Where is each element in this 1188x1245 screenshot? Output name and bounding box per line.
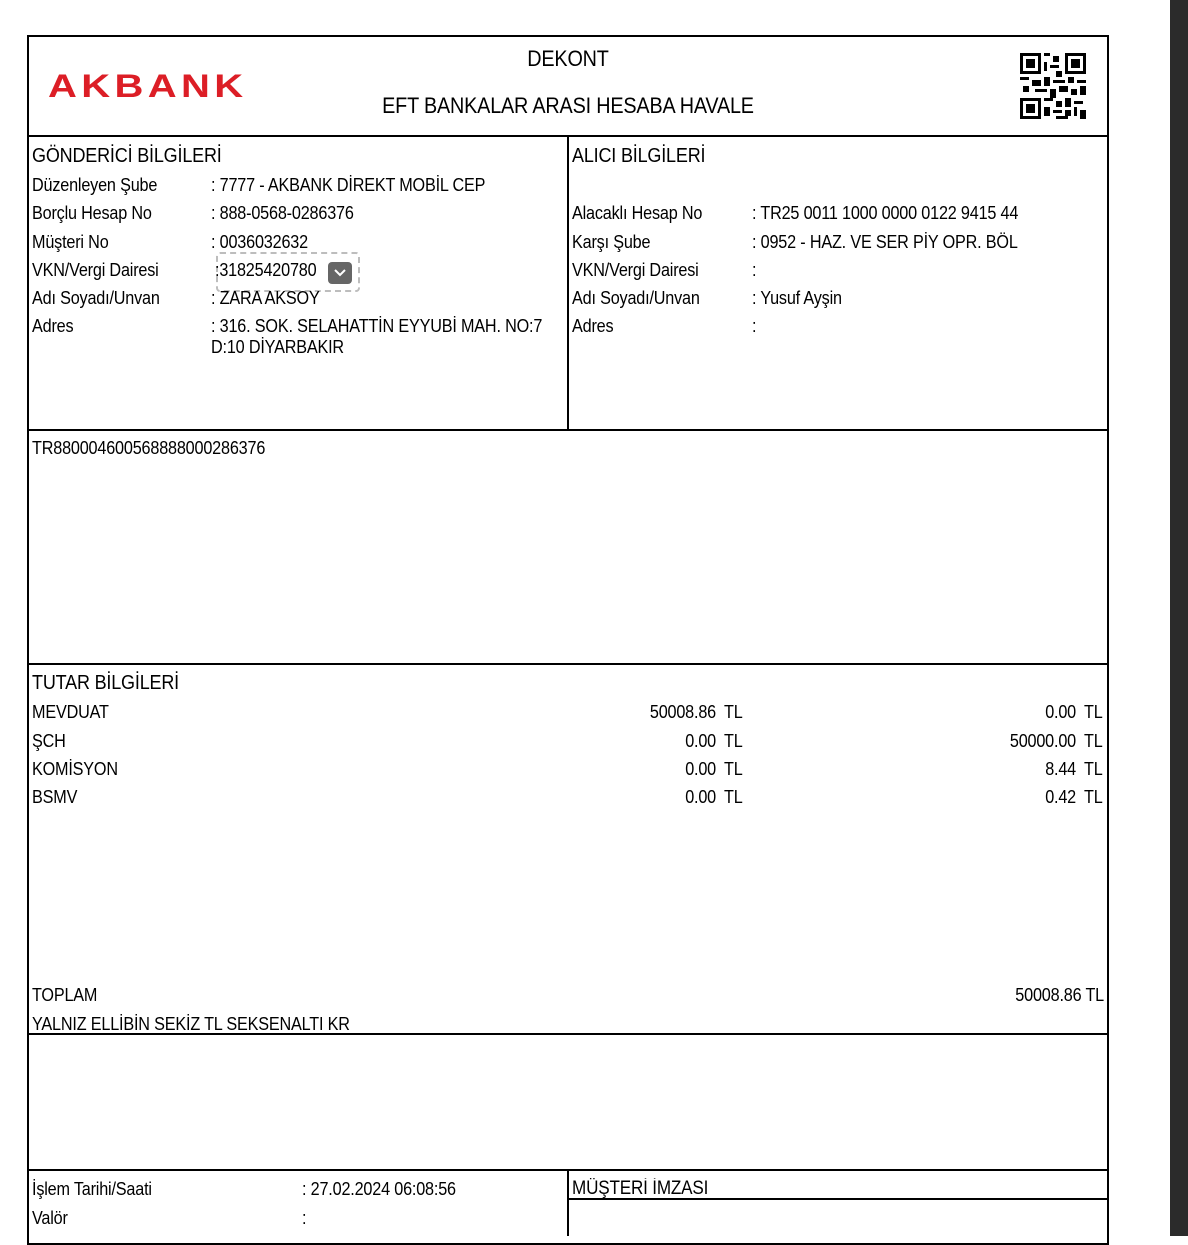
- info-column-divider: [567, 135, 569, 431]
- sender-tax-value[interactable]: :31825420780: [215, 260, 317, 280]
- counter-branch-value: : 0952 - HAZ. VE SER PİY OPR. BÖL: [752, 232, 1018, 252]
- creditor-account-value: : TR25 0011 1000 0000 0122 9415 44: [752, 203, 1019, 223]
- sender-branch-value: : 7777 - AKBANK DİREKT MOBİL CEP: [211, 175, 486, 195]
- receiver-name-value: : Yusuf Ayşin: [752, 288, 842, 308]
- amount-row-label: KOMİSYON: [32, 759, 118, 779]
- customer-number-value: : 0036032632: [211, 232, 308, 252]
- amount-credit-currency: TL: [1084, 731, 1103, 751]
- transaction-date-label: İşlem Tarihi/Saati: [32, 1179, 152, 1199]
- receiver-tax-label: VKN/Vergi Dairesi: [572, 260, 699, 280]
- creditor-account-label: Alacaklı Hesap No: [572, 203, 703, 223]
- amount-credit: 0.00: [1045, 702, 1076, 722]
- akbank-logo: AKBANK: [48, 68, 248, 104]
- transaction-description: TR880004600568888000286376: [32, 438, 266, 458]
- receiver-name-label: Adı Soyadı/Unvan: [572, 288, 700, 308]
- transaction-date-value: : 27.02.2024 06:08:56: [302, 1179, 456, 1199]
- sender-address-value: : 316. SOK. SELAHATTİN EYYUBİ MAH. NO:7: [211, 316, 543, 336]
- amount-in-words: YALNIZ ELLİBİN SEKİZ TL SEKSENALTI KR: [32, 1014, 350, 1034]
- receiver-address-label: Adres: [572, 316, 614, 336]
- footer-column-divider: [567, 1169, 569, 1236]
- customer-signature-label: MÜŞTERİ İMZASI: [572, 1178, 709, 1199]
- sender-name-label: Adı Soyadı/Unvan: [32, 288, 160, 308]
- document-title: DEKONT: [527, 46, 609, 71]
- customer-number-label: Müşteri No: [32, 232, 109, 252]
- receiver-tax-value: :: [752, 260, 757, 280]
- sender-address-value-line2: D:10 DİYARBAKIR: [211, 337, 344, 357]
- sender-tax-label: VKN/Vergi Dairesi: [32, 260, 159, 280]
- sender-address-label: Adres: [32, 316, 74, 336]
- amount-credit: 8.44: [1045, 759, 1076, 779]
- amount-debit-currency: TL: [724, 702, 743, 722]
- total-label: TOPLAM: [32, 985, 98, 1005]
- counter-branch-label: Karşı Şube: [572, 232, 651, 252]
- amount-credit-currency: TL: [1084, 702, 1103, 722]
- amount-row-label: MEVDUAT: [32, 702, 109, 722]
- description-divider: [27, 663, 1109, 665]
- amount-row-label: BSMV: [32, 787, 78, 807]
- sender-branch-label: Düzenleyen Şube: [32, 175, 158, 195]
- amount-credit: 0.42: [1045, 787, 1076, 807]
- amount-debit: 50008.86: [649, 702, 716, 722]
- debtor-account-value: : 888-0568-0286376: [211, 203, 354, 223]
- amount-debit-currency: TL: [724, 787, 743, 807]
- chevron-down-icon: [333, 267, 347, 279]
- total-value: 50008.86 TL: [1015, 985, 1104, 1005]
- valor-value: :: [302, 1208, 307, 1228]
- receiver-heading: ALICI BİLGİLERİ: [572, 145, 706, 167]
- sender-name-value: : ZARA AKSOY: [211, 288, 320, 308]
- amount-debit-currency: TL: [724, 731, 743, 751]
- amounts-heading: TUTAR BİLGİLERİ: [32, 672, 180, 694]
- qr-code-icon: [1020, 53, 1086, 119]
- sender-heading: GÖNDERİCİ BİLGİLERİ: [32, 145, 222, 167]
- vkn-dropdown-button[interactable]: [328, 262, 352, 284]
- amount-debit-currency: TL: [724, 759, 743, 779]
- amount-debit: 0.00: [685, 759, 716, 779]
- amount-credit-currency: TL: [1084, 787, 1103, 807]
- document-subtitle: EFT BANKALAR ARASI HESABA HAVALE: [382, 93, 754, 118]
- amount-debit: 0.00: [685, 731, 716, 751]
- amount-debit: 0.00: [685, 787, 716, 807]
- valor-label: Valör: [32, 1208, 68, 1228]
- amount-credit: 50000.00: [1009, 731, 1076, 751]
- amount-credit-currency: TL: [1084, 759, 1103, 779]
- receiver-address-value: :: [752, 316, 757, 336]
- scrollbar[interactable]: [1170, 0, 1188, 1236]
- amount-row-label: ŞCH: [32, 731, 66, 751]
- debtor-account-label: Borçlu Hesap No: [32, 203, 152, 223]
